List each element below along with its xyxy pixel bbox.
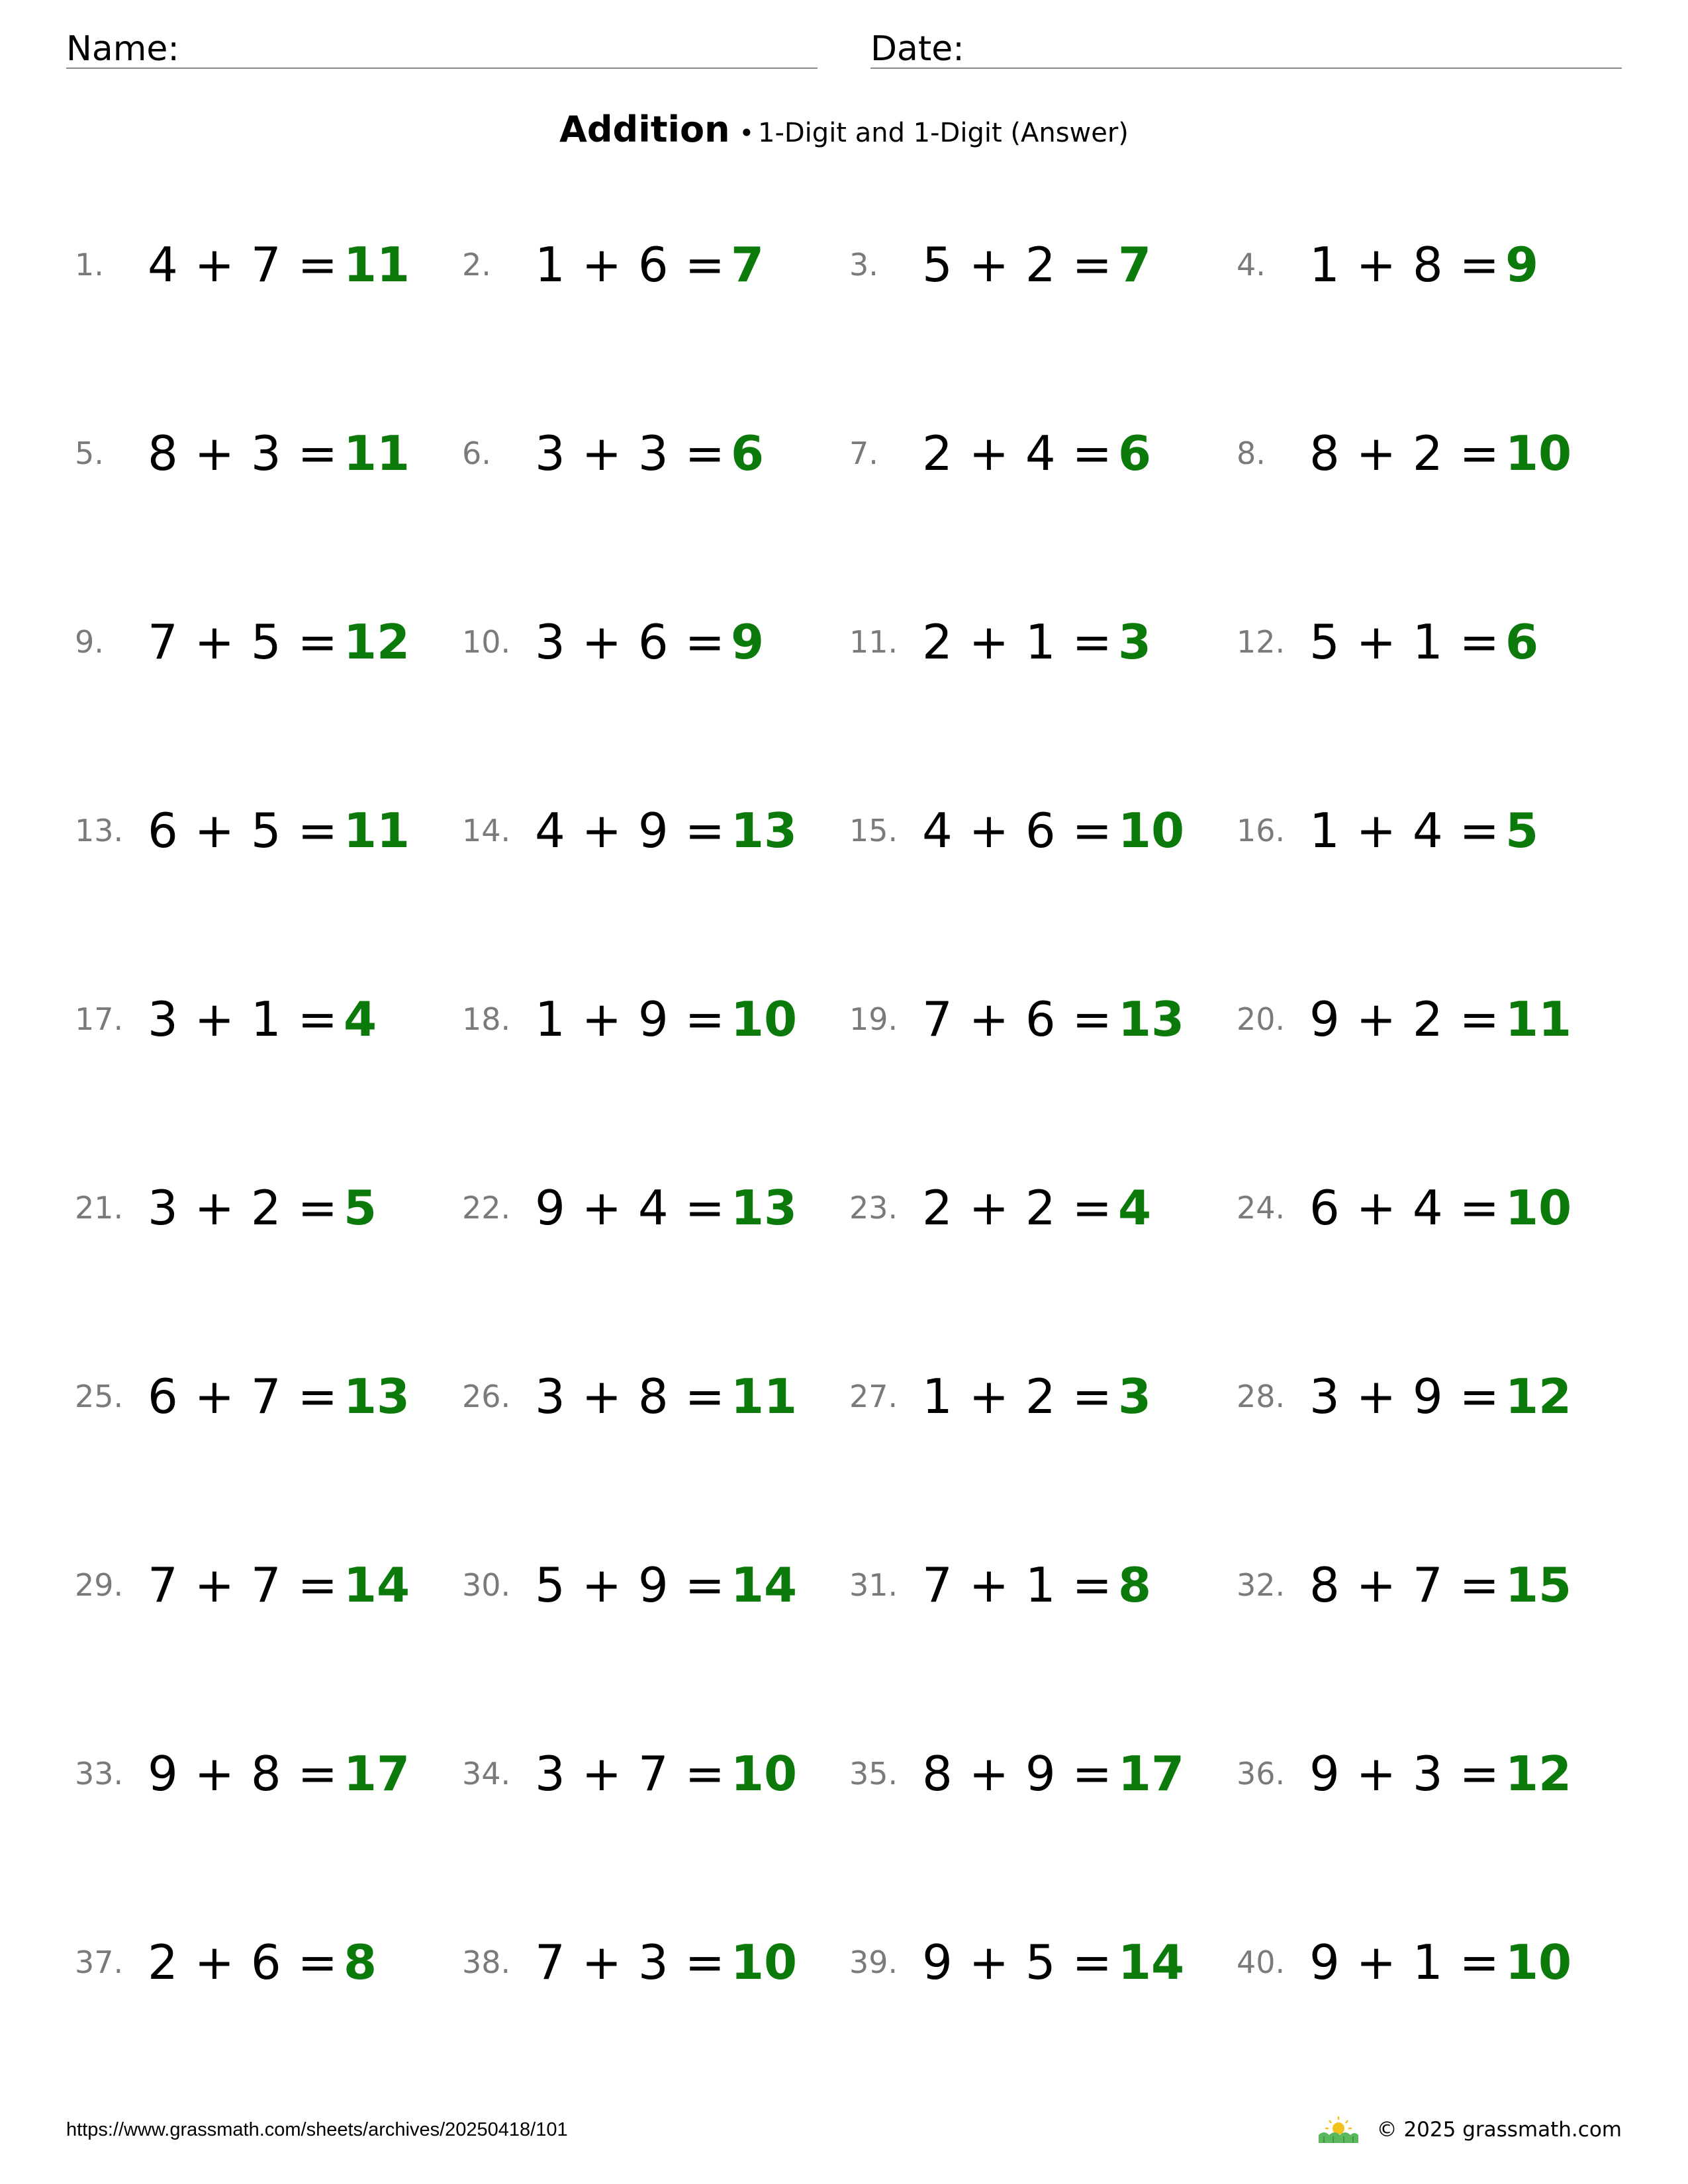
problem-equation: 1 + 9 =	[535, 991, 726, 1047]
problem-number: 7.	[849, 435, 878, 471]
problem-number: 18.	[462, 1001, 511, 1037]
problem-answer: 12	[1505, 1746, 1572, 1801]
problem-item	[849, 1727, 1237, 1820]
copyright: © 2025 grassmath.com	[1376, 2118, 1622, 2142]
problem-answer: 4	[1117, 1180, 1152, 1236]
problem-equation: 3 + 8 =	[535, 1369, 726, 1424]
problem-equation: 9 + 1 =	[1309, 1934, 1500, 1990]
title-subtitle: 1-Digit and 1-Digit (Answer)	[758, 118, 1129, 148]
problem-equation: 7 + 7 =	[148, 1557, 338, 1613]
problem-number: 29.	[75, 1567, 124, 1603]
problem-item	[1237, 407, 1624, 500]
problem-number: 10.	[462, 624, 511, 660]
problem-number: 30.	[462, 1567, 511, 1603]
worksheet-title	[0, 110, 1688, 153]
problem-answer: 10	[730, 1746, 798, 1801]
problem-equation: 3 + 7 =	[535, 1746, 726, 1801]
problem-item	[75, 407, 462, 500]
problem-item	[462, 784, 849, 877]
footer-url[interactable]: https://www.grassmath.com/sheets/archives/20250418/101	[66, 2119, 568, 2140]
problem-item	[1237, 973, 1624, 1066]
problem-item	[75, 1350, 462, 1443]
problem-number: 6.	[462, 435, 491, 471]
problem-number: 38.	[462, 1944, 511, 1980]
problem-equation: 4 + 9 =	[535, 803, 726, 858]
problem-equation: 4 + 7 =	[148, 237, 338, 293]
problem-equation: 2 + 1 =	[922, 614, 1113, 670]
problem-answer: 3	[1117, 1369, 1152, 1424]
problem-equation: 7 + 5 =	[148, 614, 338, 670]
problem-equation: 8 + 2 =	[1309, 426, 1500, 481]
problem-item	[1237, 218, 1624, 311]
problem-item	[462, 1350, 849, 1443]
problem-item	[849, 1350, 1237, 1443]
problem-number: 20.	[1237, 1001, 1286, 1037]
problem-number: 28.	[1237, 1379, 1286, 1414]
problem-answer: 5	[1505, 803, 1539, 858]
problem-item	[75, 596, 462, 688]
problem-number: 4.	[1237, 247, 1266, 283]
problem-answer: 3	[1117, 614, 1152, 670]
problem-item	[1237, 596, 1624, 688]
problem-answer: 6	[1117, 426, 1152, 481]
problem-equation: 9 + 5 =	[922, 1934, 1113, 1990]
name-field[interactable]	[66, 24, 818, 69]
problem-answer: 10	[730, 1934, 798, 1990]
date-label: Date:	[870, 29, 964, 69]
problem-answer: 14	[1117, 1934, 1185, 1990]
problem-equation: 5 + 2 =	[922, 237, 1113, 293]
problem-item	[462, 1727, 849, 1820]
problem-item	[75, 784, 462, 877]
problem-item	[75, 973, 462, 1066]
problem-equation: 9 + 3 =	[1309, 1746, 1500, 1801]
problem-item	[75, 218, 462, 311]
problem-equation: 3 + 6 =	[535, 614, 726, 670]
problem-item	[75, 1727, 462, 1820]
problem-answer: 10	[1505, 1180, 1572, 1236]
problem-equation: 6 + 7 =	[148, 1369, 338, 1424]
problem-item	[849, 1161, 1237, 1254]
problem-number: 19.	[849, 1001, 898, 1037]
problem-number: 40.	[1237, 1944, 1286, 1980]
problem-number: 3.	[849, 247, 878, 283]
problem-number: 2.	[462, 247, 491, 283]
problem-equation: 9 + 4 =	[535, 1180, 726, 1236]
problem-equation: 6 + 5 =	[148, 803, 338, 858]
problem-answer: 7	[1117, 237, 1152, 293]
problem-number: 36.	[1237, 1756, 1286, 1792]
problem-number: 35.	[849, 1756, 898, 1792]
problem-equation: 3 + 9 =	[1309, 1369, 1500, 1424]
problem-number: 17.	[75, 1001, 124, 1037]
title-separator: •	[739, 118, 754, 148]
problem-answer: 4	[343, 991, 377, 1047]
problem-equation: 9 + 2 =	[1309, 991, 1500, 1047]
problem-item	[849, 784, 1237, 877]
problem-number: 5.	[75, 435, 104, 471]
problem-number: 37.	[75, 1944, 124, 1980]
problem-number: 32.	[1237, 1567, 1286, 1603]
problem-answer: 12	[1505, 1369, 1572, 1424]
problem-answer: 13	[1117, 991, 1185, 1047]
problem-number: 24.	[1237, 1190, 1286, 1226]
problem-answer: 8	[1117, 1557, 1152, 1613]
problem-item	[849, 218, 1237, 311]
problem-answer: 11	[343, 803, 410, 858]
problem-number: 13.	[75, 813, 124, 848]
problem-equation: 7 + 1 =	[922, 1557, 1113, 1613]
problem-answer: 13	[730, 1180, 798, 1236]
problem-equation: 5 + 1 =	[1309, 614, 1500, 670]
date-field[interactable]	[870, 24, 1622, 69]
problem-number: 9.	[75, 624, 104, 660]
problem-equation: 1 + 4 =	[1309, 803, 1500, 858]
problem-answer: 10	[1505, 426, 1572, 481]
problem-number: 27.	[849, 1379, 898, 1414]
problem-equation: 1 + 6 =	[535, 237, 726, 293]
problem-item	[1237, 1727, 1624, 1820]
problem-item	[849, 407, 1237, 500]
problem-answer: 7	[730, 237, 765, 293]
problem-number: 25.	[75, 1379, 124, 1414]
problem-answer: 10	[1505, 1934, 1572, 1990]
problem-equation: 4 + 6 =	[922, 803, 1113, 858]
problem-equation: 8 + 9 =	[922, 1746, 1113, 1801]
problem-equation: 2 + 6 =	[148, 1934, 338, 1990]
problem-equation: 5 + 9 =	[535, 1557, 726, 1613]
problem-grid	[75, 218, 1624, 2105]
problem-number: 12.	[1237, 624, 1286, 660]
problem-item	[462, 973, 849, 1066]
problem-answer: 11	[343, 237, 410, 293]
name-label: Name:	[66, 29, 179, 69]
problem-answer: 14	[730, 1557, 798, 1613]
problem-number: 22.	[462, 1190, 511, 1226]
problem-answer: 6	[730, 426, 765, 481]
problem-number: 11.	[849, 624, 898, 660]
problem-answer: 10	[1117, 803, 1185, 858]
problem-number: 23.	[849, 1190, 898, 1226]
problem-equation: 8 + 7 =	[1309, 1557, 1500, 1613]
title-main: Addition	[559, 109, 730, 150]
problem-item	[75, 1916, 462, 2009]
problem-item	[849, 973, 1237, 1066]
problem-answer: 13	[343, 1369, 410, 1424]
problem-item	[849, 1916, 1237, 2009]
problem-answer: 5	[343, 1180, 377, 1236]
problem-answer: 8	[343, 1934, 377, 1990]
problem-equation: 8 + 3 =	[148, 426, 338, 481]
problem-number: 15.	[849, 813, 898, 848]
problem-item	[849, 596, 1237, 688]
problem-equation: 7 + 6 =	[922, 991, 1113, 1047]
problem-answer: 17	[343, 1746, 410, 1801]
problem-number: 33.	[75, 1756, 124, 1792]
problem-answer: 10	[730, 991, 798, 1047]
problem-item	[462, 1161, 849, 1254]
problem-item	[849, 1539, 1237, 1631]
problem-answer: 17	[1117, 1746, 1185, 1801]
problem-answer: 11	[343, 426, 410, 481]
problem-answer: 13	[730, 803, 798, 858]
problem-equation: 1 + 2 =	[922, 1369, 1113, 1424]
problem-item	[1237, 1161, 1624, 1254]
problem-item	[462, 1539, 849, 1631]
problem-answer: 14	[343, 1557, 410, 1613]
problem-equation: 2 + 2 =	[922, 1180, 1113, 1236]
problem-item	[1237, 1539, 1624, 1631]
problem-number: 1.	[75, 247, 104, 283]
problem-item	[462, 407, 849, 500]
problem-item	[75, 1539, 462, 1631]
problem-equation: 6 + 4 =	[1309, 1180, 1500, 1236]
problem-answer: 11	[1505, 991, 1572, 1047]
problem-answer: 9	[1505, 237, 1539, 293]
problem-answer: 9	[730, 614, 765, 670]
grass-sun-logo-icon	[1317, 2115, 1360, 2144]
problem-item	[1237, 784, 1624, 877]
problem-equation: 3 + 2 =	[148, 1180, 338, 1236]
problem-equation: 7 + 3 =	[535, 1934, 726, 1990]
problem-number: 21.	[75, 1190, 124, 1226]
problem-item	[462, 596, 849, 688]
problem-item	[1237, 1350, 1624, 1443]
problem-number: 8.	[1237, 435, 1266, 471]
problem-equation: 3 + 3 =	[535, 426, 726, 481]
problem-item	[462, 218, 849, 311]
problem-answer: 15	[1505, 1557, 1572, 1613]
problem-number: 14.	[462, 813, 511, 848]
problem-equation: 2 + 4 =	[922, 426, 1113, 481]
problem-equation: 1 + 8 =	[1309, 237, 1500, 293]
problem-answer: 6	[1505, 614, 1539, 670]
problem-answer: 12	[343, 614, 410, 670]
problem-number: 34.	[462, 1756, 511, 1792]
problem-item	[1237, 1916, 1624, 2009]
problem-answer: 11	[730, 1369, 798, 1424]
problem-equation: 9 + 8 =	[148, 1746, 338, 1801]
problem-item	[75, 1161, 462, 1254]
problem-number: 16.	[1237, 813, 1286, 848]
problem-number: 26.	[462, 1379, 511, 1414]
problem-equation: 3 + 1 =	[148, 991, 338, 1047]
footer-branding	[1317, 2115, 1622, 2144]
problem-number: 39.	[849, 1944, 898, 1980]
problem-item	[462, 1916, 849, 2009]
problem-number: 31.	[849, 1567, 898, 1603]
